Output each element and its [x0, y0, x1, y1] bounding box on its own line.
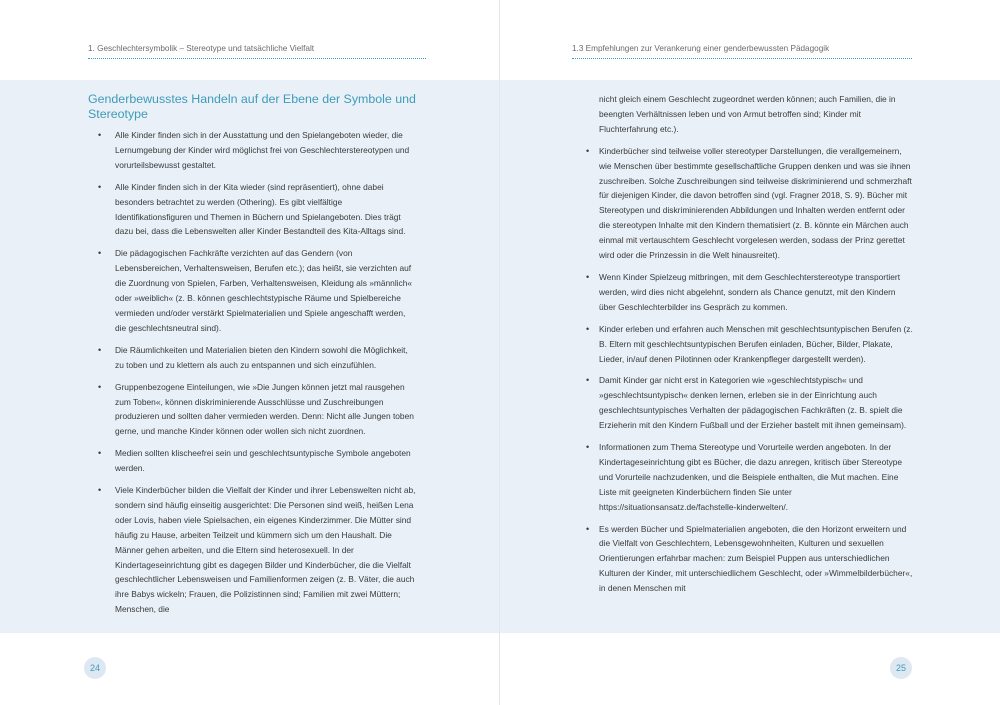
list-item [573, 270, 913, 315]
list-item-text: Die pädagogischen Fachkräfte verzichten auf das Gendern (von Lebensbereichen, Verhaltensweisen, Berufen etc.); das heißt, sie verzichten auf die Zuordnung von Spielen, Farben, Verhaltensweisen, Kleidung als »männlich« oder »weiblich« (z. B. können geschlechtstypische Räume und Spielbereiche vermieden und/oder verstärkt Spielmaterialien und Spiele angeschafft werden, die geschlechtsneutral sind). [115, 248, 413, 333]
bullet-icon: • [586, 523, 590, 534]
list-item [88, 446, 418, 476]
running-head: 1.3 Empfehlungen zur Verankerung einer genderbewussten Pädagogik [572, 44, 830, 53]
list-item-text: Die Räumlichkeiten und Materialien bieten den Kindern sowohl die Möglichkeit, zu toben und zu klettern als auch zu entspannen und sich einzufühlen. [115, 344, 408, 370]
bullet-list [573, 144, 913, 596]
bullet-icon: • [586, 375, 590, 386]
list-item [573, 522, 913, 597]
right-page [500, 0, 1000, 705]
bullet-icon: • [98, 448, 102, 459]
bullet-list [88, 128, 418, 617]
bullet-icon: • [586, 323, 590, 334]
bullet-icon: • [586, 271, 590, 282]
list-item [573, 322, 913, 367]
list-item [88, 180, 418, 240]
page-content [573, 92, 913, 603]
list-item-text: Wenn Kinder Spielzeug mitbringen, mit dem Geschlechterstereotype transportiert werden, wird dies nicht abgelehnt, sondern als Chance genutzt, mit den Kindern über Geschlechterbilder ins Gespräch zu kommen. [599, 271, 901, 312]
bullet-icon: • [98, 181, 102, 192]
list-item-text: Gruppenbezogene Einteilungen, wie »Die Jungen können jetzt mal rausgehen zum Toben«, können diskriminierende Ausschlüsse und Zuschreibungen produzieren und sollten daher vermieden werden. Denn: Nicht alle Jungen toben gerne, und manche Kinder können oder wollen sich nicht zuordnen. [115, 381, 414, 437]
list-item [88, 483, 418, 617]
header-rule [88, 58, 426, 59]
list-item [88, 380, 418, 440]
bullet-icon: • [98, 381, 102, 392]
bullet-icon: • [586, 442, 590, 453]
list-item [573, 440, 913, 515]
list-item [88, 128, 418, 173]
list-item-text: Kinderbücher sind teilweise voller stereotyper Darstellungen, die verallgemeinern, wie Menschen über bestimmte gesellschaftliche Gruppen denken und was sie ihnen zuschreiben. Solche Zuschreibungen sind teilweise diskriminierend und schmerzhaft für diejenigen Kinder, die davon betroffen sind (vgl. Fragner 2018, S. 9). Bücher mit Stereotypen und diskriminierenden Abbildungen und Inhalten werden entfernt oder die stereotypen Inhalte mit den Kindern thematisiert (z. B. könnte ein Märchen auch einmal mit vertauschtem Geschlecht vorgelesen werden, sodass der Prinz gerettet wird oder die Prinzessin in die Welt hinausreitet). [599, 145, 912, 261]
list-item-text: Kinder erleben und erfahren auch Menschen mit geschlechtsuntypischen Berufen (z. B. Eltern mit geschlechtsuntypischen Berufen einladen, Bücher, Bilder, Plakate, Lieder, in/auf denen Pilotinnen oder Krankenpfleger dargestellt werden). [599, 323, 913, 364]
bullet-icon: • [98, 248, 102, 259]
page-content [88, 92, 418, 624]
list-item-text: Es werden Bücher und Spielmaterialien angeboten, die den Horizont erweitern und die Vielfalt von Geschlechtern, Lebensgewohnheiten, Kulturen und sexuellen Orientierungen erfahrbar machen: zum Beispiel Puppen aus unterschiedlichen Kulturen der Kinder, mit unterschiedlichem Geschlecht, oder »Wimmelbilderbücher«, in denen Menschen mit [599, 523, 913, 594]
list-item-text: Damit Kinder gar nicht erst in Kategorien wie »geschlechtstypisch« und »geschlechtsuntypisch« denken lernen, erleben sie in der Einrichtung auch geschlechtsuntypisches Verhalten der pädagogischen Fachkräften (z. B. spielt die Erzieherin mit den Kindern Fußball und der Erzieher bastelt mit ihnen gemeinsam). [599, 375, 907, 431]
continuation-text: nicht gleich einem Geschlecht zugeordnet werden können; auch Familien, die in beengten Verhältnissen leben und von Armut betroffen sind; Kinder mit Fluchterfahrung etc.). [599, 94, 896, 134]
section-heading: Genderbewusstes Handeln auf der Ebene der Symbole und Stereotype [88, 92, 416, 121]
list-item [88, 343, 418, 373]
list-item [573, 373, 913, 433]
running-head: 1. Geschlechtersymbolik – Stereotype und tatsächliche Vielfalt [88, 44, 315, 53]
list-item [573, 144, 913, 263]
list-item-text: Informationen zum Thema Stereotype und Vorurteile werden angeboten. In der Kindertageseinrichtung gibt es Bücher, die dazu anregen, kritisch über Stereotype und Vorurteile nachzudenken, und die Beispiele enthalten, die Mut machen. Eine Liste mit geeigneten Kinderbüchern finden Sie unter https://situationsansatz.de/fachstelle-kinderwelten/. [599, 442, 903, 512]
bullet-icon: • [98, 130, 102, 140]
list-item-text: Medien sollten klischeefrei sein und geschlechtsuntypische Symbole angeboten werden. [115, 448, 411, 474]
header-rule [572, 58, 912, 59]
list-item-text: Viele Kinderbücher bilden die Vielfalt der Kinder und ihrer Lebenswelten nicht ab, sondern sind häufig einseitig ausgerichtet: Die Personen sind weiß, heißen Lena oder Lovis, haben viele Spielsachen, ein eigenes Kinderzimmer. Die Mütter sind häufig zu Hause, arbeiten Teilzeit und kümmern sich um den Haushalt. Die Männer gehen arbeiten, und die Eltern sind heterosexuell. In der Kindertageseinrichtung gibt es dagegen Bilder und Kinderbücher, die die Vielfalt geschlechtlicher Lebensweisen und Familienformen zeigen (z. B. Väter, die auch ihre Babys wickeln; Frauen, die Polizistinnen sind; Familien mit zwei Müttern; Menschen, die [115, 485, 416, 615]
bullet-icon: • [98, 344, 102, 355]
page-number: 25 [890, 657, 912, 679]
list-item-text: Alle Kinder finden sich in der Ausstattung und den Spielangeboten wieder, die Lernumgebung der Kinder wird möglichst frei von Geschlechterstereotypen und vorurteilsbewusst gestaltet. [115, 130, 410, 170]
page-number: 24 [84, 657, 106, 679]
list-item [88, 246, 418, 335]
list-item-text: Alle Kinder finden sich in der Kita wieder (sind repräsentiert), ohne dabei besonders betrachtet zu werden (Othering). Es gibt vielfältige Identifikationsfiguren und Themen in Büchern und Spielangeboten. Dies trägt dazu bei, dass die Lebenswelten aller Kinder Bestandteil des Kita-Alltags sind. [115, 181, 406, 237]
bullet-icon: • [98, 485, 102, 496]
bullet-icon: • [586, 145, 590, 156]
